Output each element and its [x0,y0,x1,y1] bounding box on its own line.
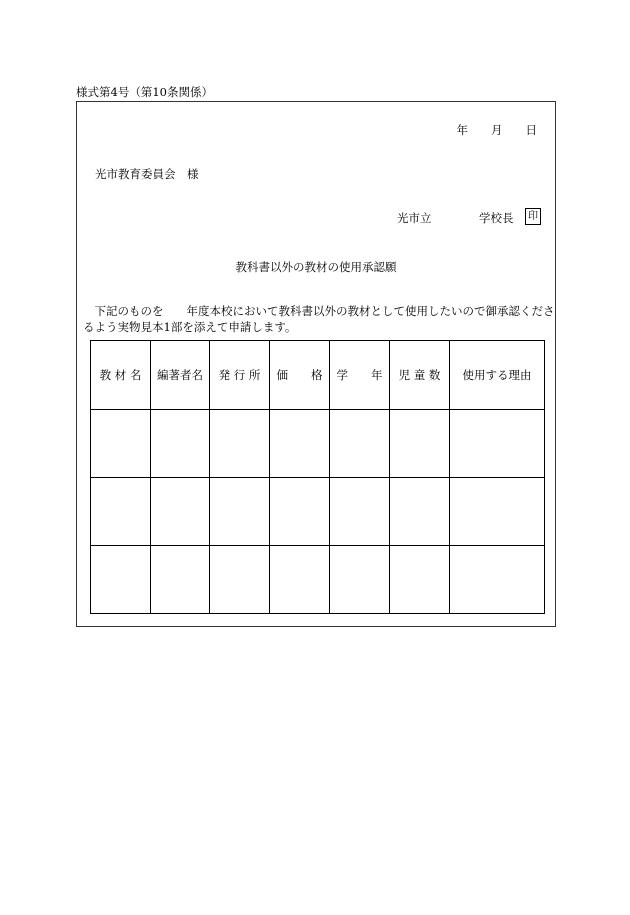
header-publisher: 発 行 所 [210,341,270,410]
table-row [91,410,545,478]
table-cell [390,410,450,478]
table-cell [151,546,210,614]
table-cell [210,478,270,546]
table-cell [91,478,151,546]
table-cell [450,546,545,614]
table-cell [210,410,270,478]
table-cell [390,478,450,546]
table-row [91,546,545,614]
table-row [91,478,545,546]
table-cell [151,478,210,546]
table-cell [450,478,545,546]
application-body-text: 下記のものを 年度本校において教科書以外の教材として使用したいので御承認くださるよう実物見本1部を添えて申請します。 [83,304,555,334]
header-reason: 使用する理由 [450,341,545,410]
header-student-count: 児 童 数 [390,341,450,410]
header-price: 価 格 [270,341,330,410]
header-author: 編著者名 [151,341,210,410]
table-cell [390,546,450,614]
table-cell [210,546,270,614]
header-material-name: 教 材 名 [91,341,151,410]
addressee: 光市教育委員会 様 [95,167,199,181]
table-header-row [91,341,545,410]
table-cell [270,410,330,478]
table-cell [151,410,210,478]
school-name-field: 光市立 [397,211,432,225]
table-cell [330,546,390,614]
document-title: 教科書以外の教材の使用承認願 [235,260,397,274]
principal-label: 学校長 [479,211,514,225]
table-cell [330,410,390,478]
application-form [76,101,556,627]
table-cell [91,410,151,478]
table-cell [330,478,390,546]
form-number-label: 様式第4号（第10条関係） [76,85,213,99]
table-cell [91,546,151,614]
seal-mark: 印 [525,208,541,225]
table-cell [270,546,330,614]
header-grade: 学 年 [330,341,390,410]
table-cell [450,410,545,478]
table-cell [270,478,330,546]
materials-table [90,340,545,614]
date-line: 年 月 日 [456,123,537,137]
